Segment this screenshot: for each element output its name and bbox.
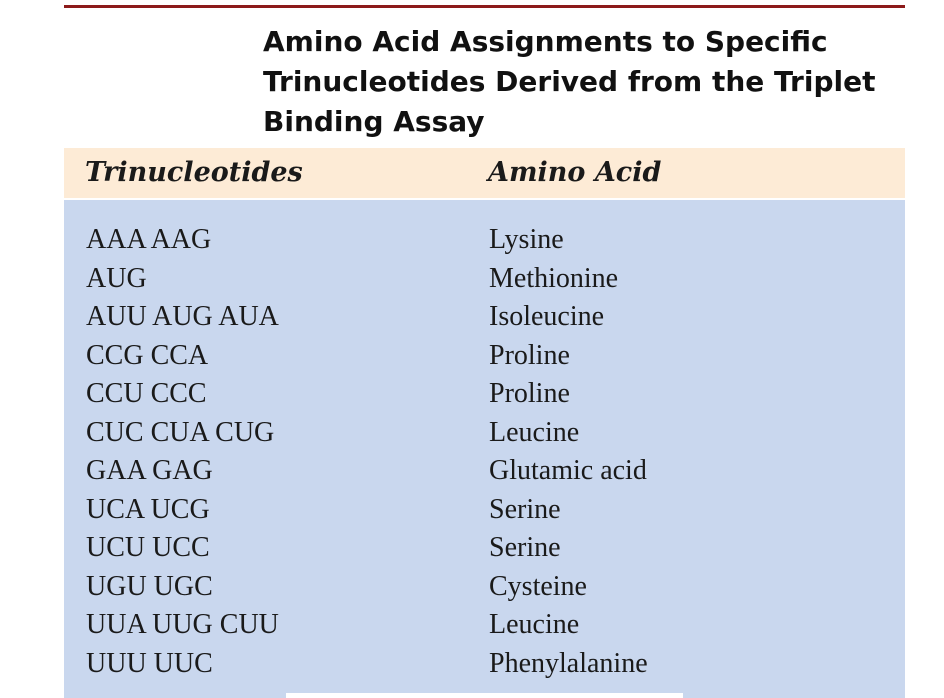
- table-row: [64, 337, 905, 376]
- amino-acid-cell: Proline: [489, 378, 570, 409]
- amino-acid-cell: Methionine: [489, 262, 619, 294]
- trinucleotides-cell: UUA UUG CUU: [86, 609, 279, 640]
- table-rows: [64, 221, 905, 683]
- trinucleotides-cell: UCU UCC: [86, 532, 210, 563]
- trinucleotides-cell: UCA UCG: [86, 493, 210, 525]
- table-row: [64, 298, 905, 337]
- trinucleotides-cell: CCG CCA: [86, 339, 209, 371]
- amino-acid-cell: Cysteine: [489, 570, 587, 602]
- trinucleotides-cell: CCU CCC: [86, 378, 207, 409]
- table-row: [64, 452, 905, 491]
- bottom-edge: [286, 693, 683, 698]
- trinucleotides-cell: AAA AAG: [86, 224, 212, 255]
- table-row: [64, 260, 905, 299]
- top-rule: [64, 5, 905, 8]
- table-title: Amino Acid Assignments to Specific Trinucleotides Derived from the Triplet Binding Assay: [263, 25, 876, 138]
- column-header-trinucleotides: Trinucleotides: [85, 157, 303, 188]
- table-header: [64, 148, 905, 198]
- table-body: [64, 200, 905, 698]
- amino-acid-cell: Lysine: [489, 224, 564, 255]
- trinucleotides-cell: CUC CUA CUG: [86, 416, 275, 448]
- amino-acid-cell: Leucine: [489, 416, 580, 448]
- column-header-amino-acid: Amino Acid: [488, 157, 662, 188]
- trinucleotides-cell: GAA GAG: [86, 455, 213, 486]
- table-row: [64, 221, 905, 260]
- trinucleotides-cell: UGU UGC: [86, 570, 213, 602]
- table-row: [64, 414, 905, 453]
- trinucleotides-cell: AUG: [86, 262, 147, 294]
- amino-acid-cell: Phenylalanine: [489, 647, 648, 679]
- trinucleotides-cell: AUU AUG AUA: [86, 301, 279, 332]
- trinucleotides-cell: UUU UUC: [86, 647, 213, 679]
- table-row: [64, 375, 905, 414]
- amino-acid-cell: Glutamic acid: [489, 455, 647, 486]
- amino-acid-cell: Serine: [489, 532, 561, 563]
- amino-acid-cell: Leucine: [489, 609, 580, 640]
- table-row: [64, 606, 905, 645]
- amino-acid-cell: Serine: [489, 493, 561, 525]
- amino-acid-cell: Isoleucine: [489, 301, 605, 332]
- table-row: [64, 491, 905, 530]
- table-row: [64, 568, 905, 607]
- table-row: [64, 645, 905, 684]
- amino-acid-cell: Proline: [489, 339, 570, 371]
- table-row: [64, 529, 905, 568]
